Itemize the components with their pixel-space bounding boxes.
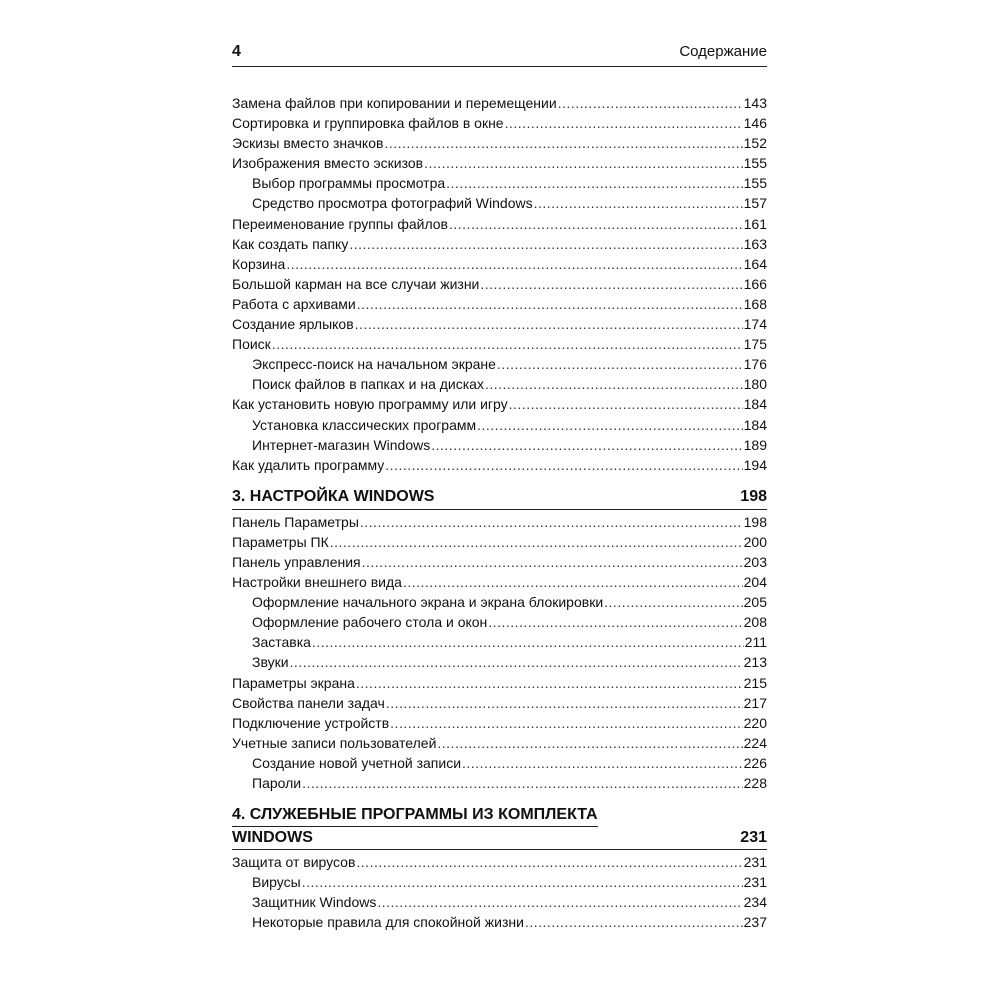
toc-entry-title: Защита от вирусов: [232, 854, 356, 871]
dot-leader: [356, 673, 743, 693]
toc-entry-title: Изображения вместо эскизов: [232, 155, 424, 172]
toc-entry-title: Параметры экрана: [232, 674, 355, 691]
toc-entry-title: Параметры ПК: [232, 533, 329, 550]
toc-entry-page: 231: [743, 874, 767, 891]
toc-entry[interactable]: [232, 693, 767, 713]
toc-entry[interactable]: [232, 872, 767, 892]
toc-entry[interactable]: [232, 632, 767, 652]
toc-entry[interactable]: [232, 852, 767, 872]
toc-entry-title: Средство просмотра фотографий Windows: [252, 195, 533, 212]
toc-entry[interactable]: [232, 415, 767, 435]
toc-entry[interactable]: [232, 334, 767, 354]
toc-entry-title: Создание новой учетной записи: [252, 754, 462, 771]
toc-entry[interactable]: [232, 274, 767, 294]
toc-entry[interactable]: [232, 374, 767, 394]
dot-leader: [312, 632, 744, 652]
toc-entry-page: 163: [743, 235, 767, 252]
toc-entry-title: Поиск: [232, 336, 271, 353]
toc-entry-page: 226: [743, 754, 767, 771]
dot-leader: [604, 592, 742, 612]
toc-section-chapter2-tail: [232, 93, 767, 475]
toc-entry-page: 168: [743, 295, 767, 312]
dot-leader: [302, 773, 743, 793]
toc-entry-title: Как установить новую программу или игру: [232, 396, 508, 413]
toc-entry-title: Как создать папку: [232, 235, 349, 252]
toc-entry-title: Установка классических программ: [252, 416, 477, 433]
dot-leader: [424, 153, 743, 173]
toc-entry-page: 155: [743, 155, 767, 172]
dot-leader: [488, 612, 742, 632]
toc-entry-title: Звуки: [252, 654, 289, 671]
toc-entry-title: Интернет-магазин Windows: [252, 436, 431, 453]
toc-entry[interactable]: [232, 354, 767, 374]
toc-entry-title: Панель Параметры: [232, 513, 359, 530]
toc-entry-page: 220: [743, 714, 767, 731]
toc-entry-page: 164: [743, 255, 767, 272]
dot-leader: [385, 455, 742, 475]
toc-entry[interactable]: [232, 455, 767, 475]
toc-entry-page: 175: [743, 336, 767, 353]
toc-entry[interactable]: [232, 552, 767, 572]
toc-entry[interactable]: [232, 592, 767, 612]
toc-entry-title: Оформление начального экрана и экрана блокировки: [252, 594, 604, 611]
toc-entry-title: Большой карман на все случаи жизни: [232, 275, 480, 292]
toc-entry[interactable]: [232, 512, 767, 532]
toc-entry-page: 176: [743, 356, 767, 373]
toc-entry-title: Настройки внешнего вида: [232, 574, 402, 591]
toc-entry-page: 184: [743, 396, 767, 413]
toc-entry[interactable]: [232, 93, 767, 113]
chapter-title: 3. НАСТРОЙКА WINDOWS: [232, 487, 435, 505]
toc-entry-title: Некоторые правила для спокойной жизни: [252, 914, 524, 931]
chapter-heading[interactable]: [232, 803, 767, 850]
toc-entry-page: 205: [743, 594, 767, 611]
toc-entry-page: 180: [743, 376, 767, 393]
dot-leader: [403, 572, 743, 592]
dot-leader: [384, 133, 742, 153]
dot-leader: [349, 234, 742, 254]
toc-entry-page: 174: [743, 316, 767, 333]
chapter-title-line2: WINDOWS: [232, 829, 313, 847]
toc-entry[interactable]: [232, 673, 767, 693]
toc-entry-page: 228: [743, 775, 767, 791]
toc-entry-title: Переименование группы файлов: [232, 215, 448, 232]
toc-entry-page: 166: [743, 275, 767, 292]
toc-entry-page: 152: [743, 135, 767, 152]
dot-leader: [558, 93, 743, 113]
toc-entry-page: 234: [743, 894, 767, 911]
chapter-heading[interactable]: [232, 485, 767, 510]
toc-entry[interactable]: [232, 912, 767, 932]
dot-leader: [431, 435, 742, 455]
dot-leader: [360, 512, 743, 532]
toc-entry[interactable]: [232, 652, 767, 672]
toc-entry-page: 194: [743, 456, 767, 473]
toc-entry-title: Свойства панели задач: [232, 694, 385, 711]
toc-entry[interactable]: [232, 733, 767, 753]
toc-entry[interactable]: [232, 294, 767, 314]
toc-entry-title: Пароли: [252, 775, 302, 791]
toc-entry-page: 208: [743, 614, 767, 631]
toc-section-chapter3: [232, 512, 767, 793]
toc-entry-page: 237: [743, 914, 767, 931]
dot-leader: [505, 113, 743, 133]
toc-entry-title: Оформление рабочего стола и окон: [252, 614, 488, 631]
toc-entry-page: 155: [743, 175, 767, 192]
toc-entry-title: Панель управления: [232, 553, 361, 570]
toc-entry-title: Экспресс-поиск на начальном экране: [252, 356, 496, 373]
page-number: 4: [232, 43, 241, 60]
dot-leader: [390, 713, 742, 733]
table-of-contents: [232, 93, 767, 932]
toc-entry[interactable]: [232, 753, 767, 773]
toc-entry[interactable]: [232, 612, 767, 632]
toc-entry[interactable]: [232, 173, 767, 193]
toc-entry-title: Выбор программы просмотра: [252, 175, 446, 192]
toc-entry[interactable]: [232, 572, 767, 592]
toc-entry-title: Вирусы: [252, 874, 301, 891]
toc-entry-title: Поиск файлов в папках и на дисках: [252, 376, 484, 393]
toc-entry-page: 213: [743, 654, 767, 671]
toc-entry-title: Заставка: [252, 634, 311, 651]
toc-entry-page: 184: [743, 416, 767, 433]
toc-entry-title: Сортировка и группировка файлов в окне: [232, 115, 504, 132]
toc-entry-title: Замена файлов при копировании и перемещении: [232, 95, 557, 111]
toc-section-chapter4: [232, 852, 767, 932]
page-header: [232, 40, 767, 67]
toc-entry-page: 231: [743, 854, 767, 871]
toc-entry-title: Защитник Windows: [252, 894, 377, 911]
toc-entry-page: 189: [743, 436, 767, 453]
toc-entry-title: Подключение устройств: [232, 714, 390, 731]
toc-entry-page: 157: [743, 195, 767, 212]
toc-entry[interactable]: [232, 214, 767, 234]
dot-leader: [290, 652, 743, 672]
toc-entry-page: 161: [743, 215, 767, 232]
toc-entry[interactable]: [232, 892, 767, 912]
dot-leader: [462, 753, 743, 773]
dot-leader: [437, 733, 742, 753]
chapter-page: 198: [740, 487, 767, 505]
toc-entry-title: Учетные записи пользователей: [232, 734, 437, 751]
dot-leader: [356, 852, 742, 872]
toc-entry-page: 204: [743, 574, 767, 591]
toc-entry[interactable]: [232, 193, 767, 213]
toc-entry[interactable]: [232, 713, 767, 733]
dot-leader: [485, 374, 743, 394]
dot-leader: [286, 254, 742, 274]
running-title: Содержание: [679, 43, 767, 60]
toc-entry-page: 211: [744, 634, 767, 651]
toc-entry-page: 198: [743, 513, 767, 530]
toc-entry[interactable]: [232, 532, 767, 552]
dot-leader: [509, 394, 743, 414]
toc-entry[interactable]: [232, 113, 767, 133]
toc-entry-title: Эскизы вместо значков: [232, 135, 384, 152]
toc-entry-page: 224: [743, 734, 767, 751]
toc-entry-page: 146: [743, 115, 767, 132]
toc-entry-page: 143: [743, 95, 767, 111]
dot-leader: [446, 173, 742, 193]
toc-entry-title: Как удалить программу: [232, 456, 385, 473]
dot-leader: [480, 274, 742, 294]
toc-entry-title: Создание ярлыков: [232, 316, 354, 333]
toc-entry-title: Работа с архивами: [232, 295, 356, 312]
chapter-title-line1: 4. СЛУЖЕБНЫЕ ПРОГРАММЫ ИЗ КОМПЛЕКТА: [232, 804, 598, 827]
dot-leader: [477, 415, 743, 435]
dot-leader: [357, 294, 743, 314]
chapter-page: 231: [740, 829, 767, 847]
toc-entry[interactable]: [232, 153, 767, 173]
toc-entry[interactable]: [232, 133, 767, 153]
toc-entry-page: 203: [743, 553, 767, 570]
dot-leader: [377, 892, 742, 912]
toc-entry[interactable]: [232, 234, 767, 254]
dot-leader: [525, 912, 743, 932]
toc-entry-page: 215: [743, 674, 767, 691]
toc-entry[interactable]: [232, 254, 767, 274]
dot-leader: [386, 693, 743, 713]
dot-leader: [355, 314, 743, 334]
dot-leader: [534, 193, 743, 213]
dot-leader: [497, 354, 743, 374]
dot-leader: [449, 214, 743, 234]
toc-entry[interactable]: [232, 773, 767, 793]
dot-leader: [330, 532, 743, 552]
toc-entry[interactable]: [232, 314, 767, 334]
toc-entry-page: 217: [743, 694, 767, 711]
dot-leader: [302, 872, 743, 892]
toc-entry[interactable]: [232, 435, 767, 455]
toc-entry-page: 200: [743, 533, 767, 550]
toc-entry[interactable]: [232, 394, 767, 414]
dot-leader: [362, 552, 743, 572]
dot-leader: [272, 334, 743, 354]
toc-entry-title: Корзина: [232, 255, 286, 272]
